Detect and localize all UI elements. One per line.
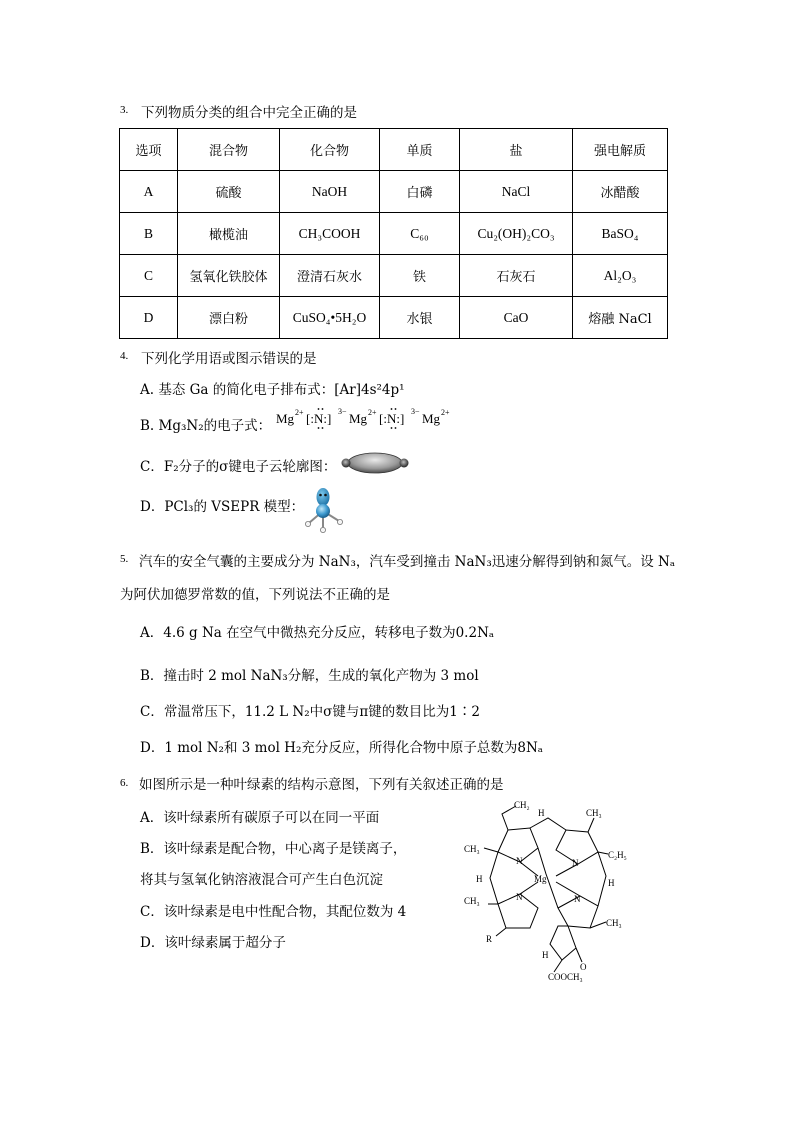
- pcl3-vsepr-model-image: [303, 487, 347, 533]
- svg-text:Mg: Mg: [534, 874, 547, 884]
- svg-text:3−: 3−: [411, 407, 420, 416]
- svg-text:2+: 2+: [295, 408, 304, 417]
- svg-text:N: N: [516, 892, 523, 902]
- svg-text:2+: 2+: [368, 408, 377, 417]
- header-cell: 混合物: [178, 129, 280, 171]
- q3-stem: 下列物质分类的组合中完全正确的是: [141, 105, 357, 121]
- mg3n2-electron-formula: [276, 404, 456, 434]
- table-cell: 漂白粉: [178, 297, 280, 339]
- header-cell: 选项: [120, 129, 178, 171]
- table-cell: 石灰石: [460, 255, 573, 297]
- svg-text:CH₂: CH₂: [514, 800, 530, 810]
- table-cell: C: [120, 255, 178, 297]
- table-cell: BaSO₄: [573, 213, 668, 255]
- q4-option-d: D．PCl₃的 VSEPR 模型：: [140, 499, 305, 515]
- svg-text:N: N: [572, 858, 579, 868]
- table-cell: 白磷: [380, 171, 460, 213]
- svg-text:H: H: [538, 808, 545, 818]
- q5-number: 5.: [120, 553, 129, 565]
- svg-text:N: N: [574, 894, 581, 904]
- q6-option-a: A．该叶绿素所有碳原子可以在同一平面: [140, 810, 380, 826]
- table-cell: CaO: [460, 297, 573, 339]
- table-row: [120, 297, 668, 339]
- q6-option-b-line2: 将其与氢氧化钠溶液混合可产生白色沉淀: [140, 872, 383, 888]
- table-cell: 氢氧化铁胶体: [178, 255, 280, 297]
- table-row: [120, 213, 668, 255]
- q4-number: 4.: [120, 350, 129, 362]
- sigma-bond-orbital-image: [340, 450, 410, 476]
- svg-text:CH₃: CH₃: [586, 808, 602, 818]
- table-cell: NaCl: [460, 171, 573, 213]
- svg-text:N: N: [516, 856, 523, 866]
- svg-text:[:N:]: [:N:]: [306, 411, 332, 426]
- svg-text:H: H: [608, 878, 615, 888]
- table-cell: D: [120, 297, 178, 339]
- svg-text:C₂H₅: C₂H₅: [608, 850, 627, 860]
- table-cell: 水银: [380, 297, 460, 339]
- table-cell: CuSO₄•5H₂O: [280, 297, 380, 339]
- q4-option-b: B. Mg₃N₂的电子式：: [140, 418, 272, 434]
- q6-option-b-line1: B．该叶绿素是配合物，中心离子是镁离子，: [140, 841, 407, 857]
- table-cell: 冰醋酸: [573, 171, 668, 213]
- q5-option-c: C．常温常压下，11.2 L N₂中σ键与π键的数目比为1∶2: [140, 704, 480, 720]
- chlorophyll-structure-diagram: [458, 796, 638, 982]
- q5-option-d: D．1 mol N₂和 3 mol H₂充分反应，所得化合物中原子总数为8Nₐ: [140, 740, 543, 756]
- svg-text:COOCH₃: COOCH₃: [548, 972, 583, 982]
- svg-text:3−: 3−: [338, 407, 347, 416]
- svg-text:Mg: Mg: [349, 411, 368, 426]
- svg-text:Mg: Mg: [276, 411, 295, 426]
- svg-text:O: O: [580, 962, 587, 972]
- svg-text:H: H: [476, 874, 483, 884]
- table-row: [120, 255, 668, 297]
- header-cell: 盐: [460, 129, 573, 171]
- svg-text:CH₃: CH₃: [464, 896, 480, 906]
- classification-table: [119, 128, 668, 339]
- table-cell: 铁: [380, 255, 460, 297]
- q5-stem-line1: 汽车的安全气囊的主要成分为 NaN₃，汽车受到撞击 NaN₃迅速分解得到钠和氮气。设 Nₐ: [139, 554, 676, 570]
- svg-text:2+: 2+: [441, 408, 450, 417]
- q3-number: 3.: [120, 104, 129, 116]
- table-row: [120, 171, 668, 213]
- table-cell: 熔融 NaCl: [573, 297, 668, 339]
- table-cell: Cu₂(OH)₂CO₃: [460, 213, 573, 255]
- svg-text:R: R: [486, 934, 493, 944]
- table-cell: C₆₀: [380, 213, 460, 255]
- table-cell: B: [120, 213, 178, 255]
- svg-text:Mg: Mg: [422, 411, 441, 426]
- header-cell: 强电解质: [573, 129, 668, 171]
- q6-stem: 如图所示是一种叶绿素的结构示意图，下列有关叙述正确的是: [139, 777, 504, 793]
- table-cell: 澄清石灰水: [280, 255, 380, 297]
- q5-stem-line2: 为阿伏加德罗常数的值，下列说法不正确的是: [120, 587, 390, 603]
- svg-text:CH₃: CH₃: [606, 918, 622, 928]
- table-header-row: [120, 129, 668, 171]
- table-cell: CH₃COOH: [280, 213, 380, 255]
- header-cell: 化合物: [280, 129, 380, 171]
- q6-number: 6.: [120, 777, 129, 789]
- q6-option-d: D．该叶绿素属于超分子: [140, 935, 286, 951]
- q4-option-a: A. 基态 Ga 的简化电子排布式：[Ar]4s²4p¹: [140, 382, 405, 398]
- table-cell: A: [120, 171, 178, 213]
- q5-option-b: B．撞击时 2 mol NaN₃分解，生成的氧化产物为 3 mol: [140, 668, 479, 684]
- q5-option-a: A．4.6 g Na 在空气中微热充分反应，转移电子数为0.2Nₐ: [140, 625, 495, 641]
- table-cell: 硫酸: [178, 171, 280, 213]
- q6-option-c: C．该叶绿素是电中性配合物，其配位数为 4: [140, 904, 407, 920]
- svg-text:CH₃: CH₃: [464, 844, 480, 854]
- table-cell: 橄榄油: [178, 213, 280, 255]
- table-cell: NaOH: [280, 171, 380, 213]
- svg-text:H: H: [542, 950, 549, 960]
- q4-stem: 下列化学用语或图示错误的是: [141, 351, 317, 367]
- table-cell: Al₂O₃: [573, 255, 668, 297]
- q4-option-c: C．F₂分子的σ键电子云轮廓图：: [140, 459, 337, 475]
- svg-text:[:N:]: [:N:]: [379, 411, 405, 426]
- header-cell: 单质: [380, 129, 460, 171]
